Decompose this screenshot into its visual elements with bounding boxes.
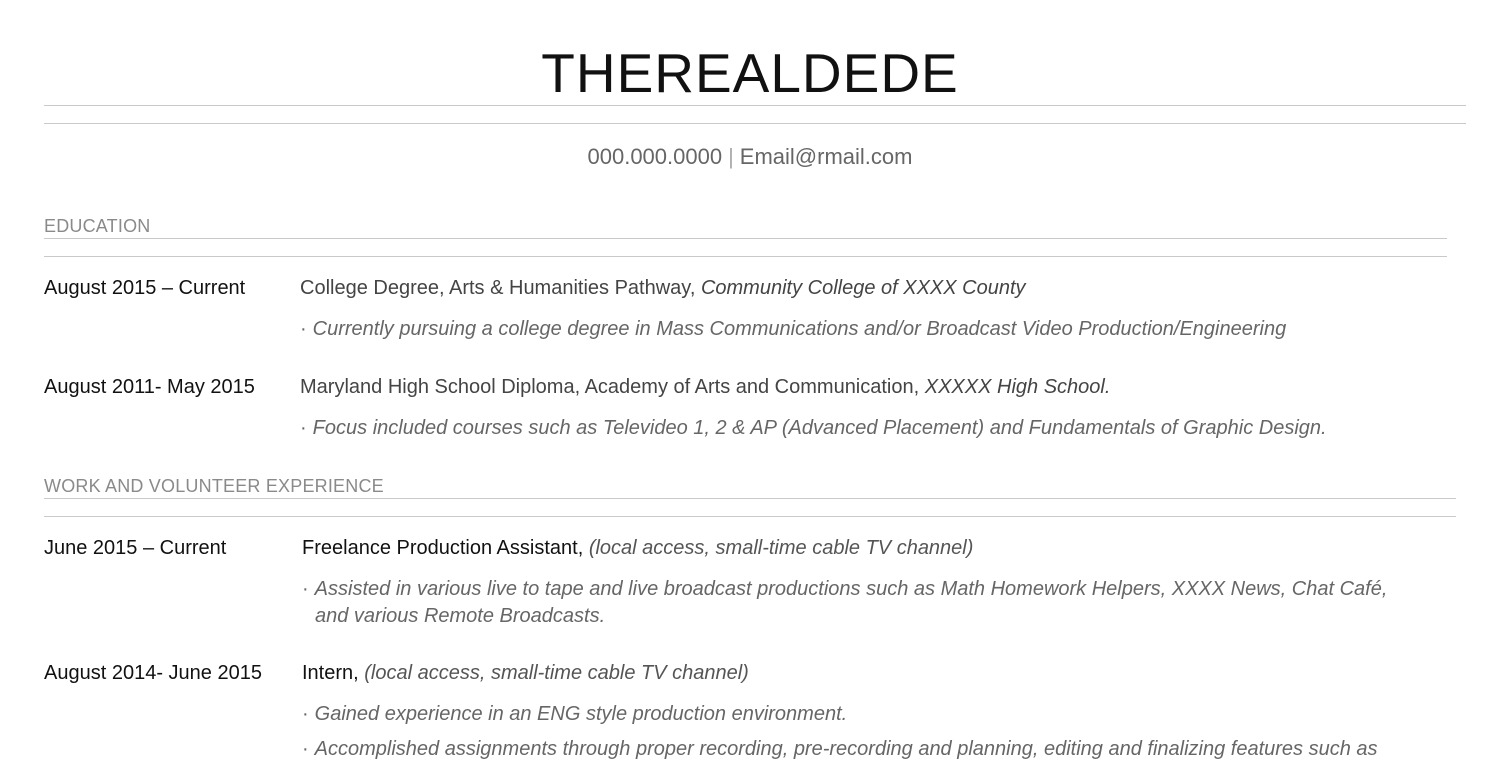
experience-org-1: (local access, small-time cable TV channel) (588, 537, 974, 559)
experience-bullet-text-1-1-cont: and various Remote Broadcasts. (315, 605, 606, 627)
experience-entry-2 (302, 660, 749, 686)
experience-bullet-2-1 (302, 701, 847, 728)
experience-bullet-text-2-2: Accomplished assignments through proper recording, pre-recording and planning, editing and finalizing features such as (314, 738, 1378, 760)
experience-bullet-text-1-1: Assisted in various live to tape and live broadcast productions such as Math Homework Helpers, XXXX News, Chat Café, (314, 578, 1388, 600)
phone-number: 000.000.0000 (587, 144, 723, 169)
education-institution-1: Community College of XXXX County (700, 277, 1026, 299)
experience-role-2: Intern, (302, 662, 365, 684)
header-rule-top (44, 105, 1466, 106)
experience-org-2: (local access, small-time cable TV channel) (364, 662, 749, 684)
education-date-1: August 2015 – Current (44, 277, 246, 299)
education-institution-2: XXXXX High School. (924, 376, 1111, 398)
experience-bullet-text-2-1: Gained experience in an ENG style production environment. (314, 703, 848, 725)
experience-rule-top (44, 498, 1456, 499)
resume-name: THEREALDEDE (541, 42, 959, 104)
experience-date-2: August 2014- June 2015 (44, 662, 262, 684)
experience-bullet-1-1 (302, 576, 1387, 630)
education-rule-bottom (44, 256, 1447, 257)
education-title-1: College Degree, Arts & Humanities Pathway, (300, 277, 701, 299)
experience-date-1: June 2015 – Current (44, 537, 227, 559)
education-bullet-text-2: Focus included courses such as Televideo 1, 2 & AP (Advanced Placement) and Fundamentals of Graphic Design. (312, 417, 1327, 439)
bullet-dot: · (302, 578, 309, 600)
education-entry-2 (300, 374, 1110, 400)
section-heading-experience: WORK AND VOLUNTEER EXPERIENCE (44, 476, 384, 496)
education-bullet-text-1: Currently pursuing a college degree in Mass Communications and/or Broadcast Video Production/Engineering (312, 318, 1287, 340)
education-rule-top (44, 238, 1447, 239)
header-rule-bottom (44, 123, 1466, 124)
email-address: Email@rmail.com (739, 144, 913, 169)
education-entry-1 (300, 275, 1026, 301)
contact-separator: | (728, 144, 734, 169)
bullet-dot: · (300, 417, 307, 439)
education-title-2: Maryland High School Diploma, Academy of Arts and Communication, (300, 376, 925, 398)
contact-line (0, 143, 1500, 171)
bullet-dot: · (300, 318, 307, 340)
education-bullet-2 (300, 415, 1327, 442)
experience-role-1: Freelance Production Assistant, (302, 537, 589, 559)
experience-entry-1 (302, 535, 973, 561)
experience-rule-bottom (44, 516, 1456, 517)
section-heading-education: EDUCATION (44, 216, 151, 236)
bullet-dot: · (302, 703, 309, 725)
education-date-2: August 2011- May 2015 (44, 376, 255, 398)
bullet-dot: · (302, 738, 309, 760)
education-bullet-1 (300, 316, 1286, 343)
